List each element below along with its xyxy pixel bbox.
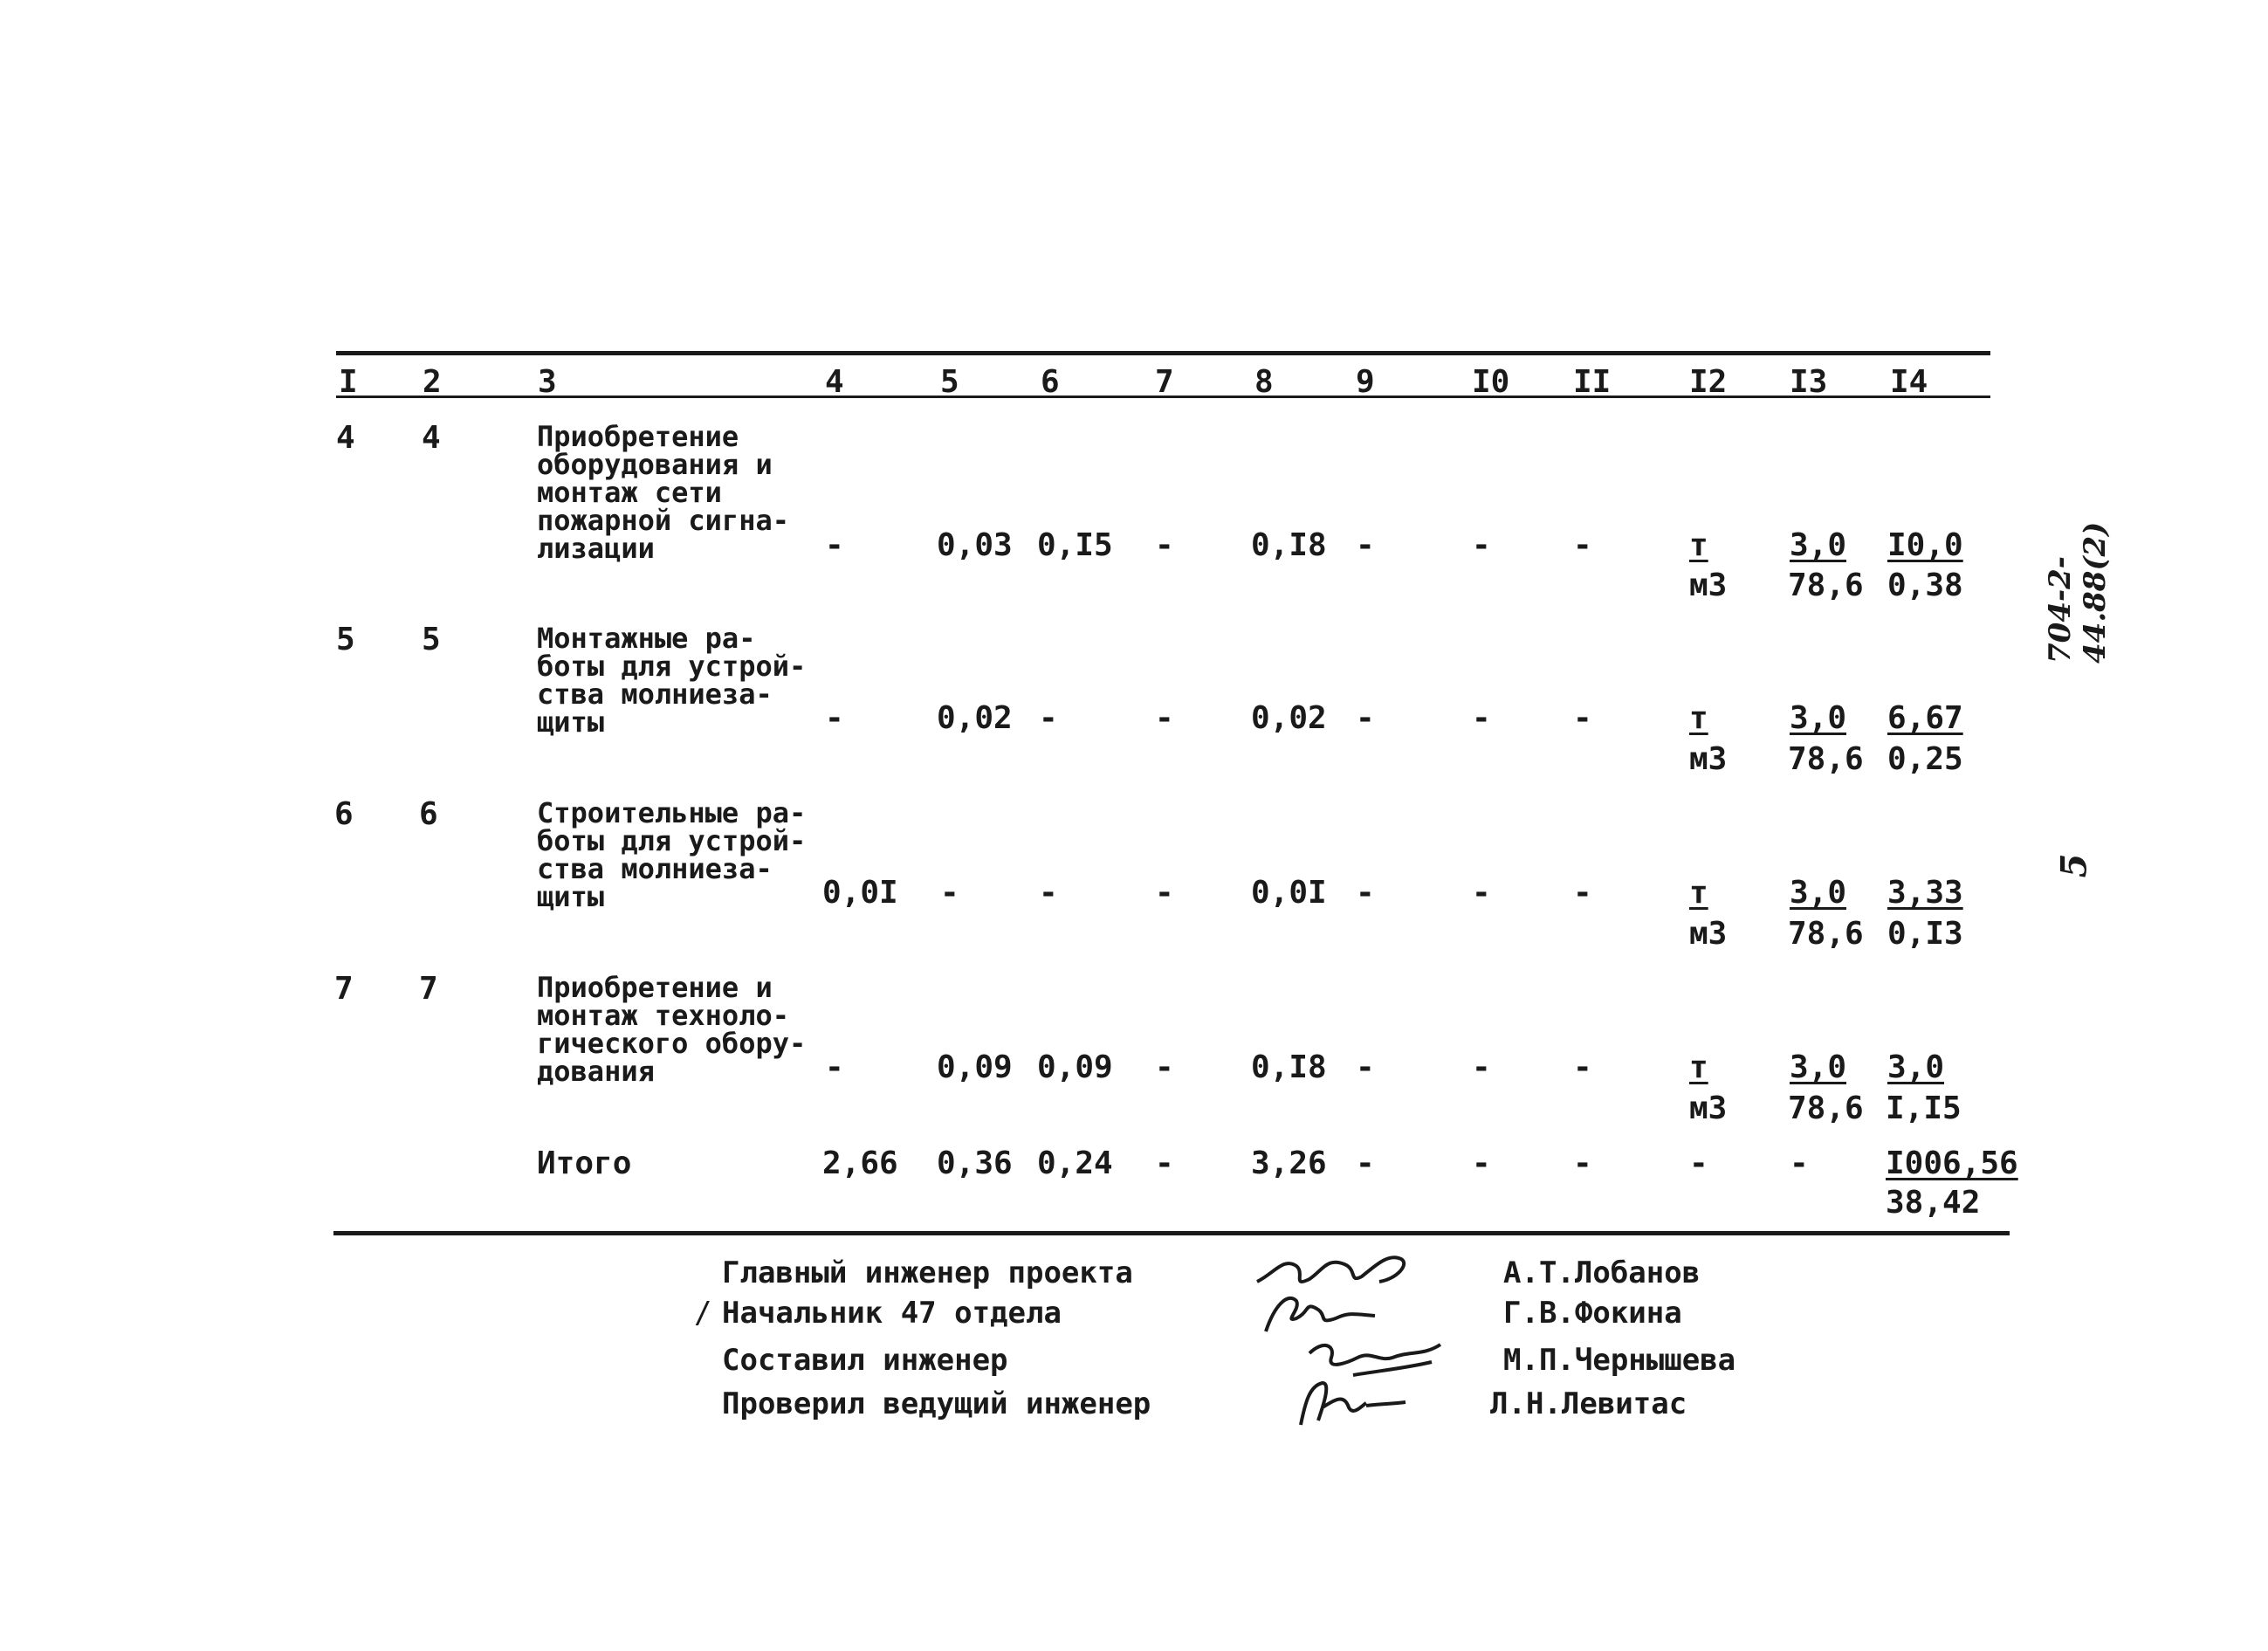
cell-col11: - bbox=[1573, 1049, 1592, 1085]
signature-name: Л.Н.Левитас bbox=[1490, 1386, 1687, 1421]
total-col13: - bbox=[1790, 1145, 1809, 1181]
col-header-6: 6 bbox=[1041, 364, 1060, 400]
cell-col6: 0,I5 bbox=[1037, 527, 1113, 563]
item-number: 4 bbox=[422, 420, 441, 456]
signature-role: Проверил ведущий инженер bbox=[722, 1386, 1151, 1421]
cell-col11: - bbox=[1573, 527, 1592, 563]
unit-bottom: м3 bbox=[1689, 741, 1728, 777]
work-description: Приобретение оборудования и монтаж сети пожарной сигна- лизации bbox=[537, 420, 789, 565]
signature-name: А.Т.Лобанов bbox=[1503, 1255, 1701, 1290]
work-description: Строительные ра- боты для устрой- ства молниеза- щиты bbox=[537, 796, 807, 913]
cell-col8: 0,I8 bbox=[1251, 527, 1327, 563]
col-header-11: II bbox=[1573, 364, 1612, 400]
cell-col11: - bbox=[1573, 875, 1592, 911]
page-number: 5 bbox=[2053, 853, 2095, 878]
cell-col7: - bbox=[1155, 700, 1174, 736]
total-label: Итого bbox=[537, 1145, 632, 1181]
total-col11: - bbox=[1573, 1145, 1592, 1181]
col13-top: 3,0 bbox=[1790, 875, 1847, 911]
signature-name: Г.В.Фокина bbox=[1503, 1296, 1682, 1331]
col13-bottom: 78,6 bbox=[1788, 1090, 1864, 1126]
total-col8: 3,26 bbox=[1251, 1145, 1327, 1181]
cell-col4: 0,0I bbox=[822, 875, 898, 911]
cell-col5: 0,02 bbox=[937, 700, 1013, 736]
row-number: 5 bbox=[336, 622, 355, 657]
signature-name: М.П.Чернышева bbox=[1503, 1343, 1736, 1378]
col13-bottom: 78,6 bbox=[1788, 741, 1864, 777]
table-bottom-rule bbox=[333, 1231, 2010, 1235]
total-col4: 2,66 bbox=[822, 1145, 898, 1181]
cell-col6: - bbox=[1039, 700, 1058, 736]
cell-col5: - bbox=[940, 875, 959, 911]
cell-col4: - bbox=[825, 700, 844, 736]
item-number: 7 bbox=[419, 971, 438, 1007]
col-header-1: I bbox=[339, 364, 358, 400]
col-header-2: 2 bbox=[423, 364, 442, 400]
cell-col7: - bbox=[1155, 527, 1174, 563]
col-header-4: 4 bbox=[825, 364, 844, 400]
unit-bottom: м3 bbox=[1689, 1090, 1728, 1126]
cell-col8: 0,0I bbox=[1251, 875, 1327, 911]
col13-top: 3,0 bbox=[1790, 1049, 1847, 1085]
col13-bottom: 78,6 bbox=[1788, 568, 1864, 603]
unit-top: т bbox=[1689, 700, 1708, 736]
col-header-13: I3 bbox=[1790, 364, 1828, 400]
total-col12: - bbox=[1689, 1145, 1708, 1181]
col-header-8: 8 bbox=[1254, 364, 1274, 400]
col14-top: 3,0 bbox=[1887, 1049, 1945, 1085]
total-col9: - bbox=[1356, 1145, 1375, 1181]
col14-bottom: 0,I3 bbox=[1887, 916, 1963, 952]
cell-col7: - bbox=[1155, 1049, 1174, 1085]
cell-col6: - bbox=[1039, 875, 1058, 911]
document-code-text: 704-2-44.88(2) bbox=[2043, 521, 2113, 664]
document-code bbox=[2043, 454, 2113, 664]
unit-top: т bbox=[1689, 527, 1708, 563]
signature-role: Начальник 47 отдела bbox=[722, 1296, 1062, 1331]
total-col7: - bbox=[1155, 1145, 1174, 1181]
total-col5: 0,36 bbox=[937, 1145, 1013, 1181]
col-header-12: I2 bbox=[1689, 364, 1728, 400]
cell-col10: - bbox=[1472, 700, 1491, 736]
signature-role: Составил инженер bbox=[722, 1343, 1008, 1378]
row-number: 7 bbox=[334, 971, 354, 1007]
cell-col6: 0,09 bbox=[1037, 1049, 1113, 1085]
cell-col9: - bbox=[1356, 875, 1375, 911]
row-number: 6 bbox=[334, 796, 354, 832]
cell-col11: - bbox=[1573, 700, 1592, 736]
cell-col9: - bbox=[1356, 700, 1375, 736]
col14-bottom: I,I5 bbox=[1886, 1090, 1962, 1126]
col14-top: 6,67 bbox=[1887, 700, 1963, 736]
work-description: Приобретение и монтаж техноло- гического обору- дования bbox=[537, 971, 807, 1088]
col14-bottom: 0,38 bbox=[1887, 568, 1963, 603]
col14-top: I0,0 bbox=[1887, 527, 1963, 563]
total-col10: - bbox=[1472, 1145, 1491, 1181]
cell-col10: - bbox=[1472, 527, 1491, 563]
margin-stroke: / bbox=[694, 1296, 712, 1331]
col13-top: 3,0 bbox=[1790, 527, 1847, 563]
unit-top: т bbox=[1689, 875, 1708, 911]
total-col14-top: I006,56 bbox=[1886, 1145, 2018, 1181]
col-header-10: I0 bbox=[1472, 364, 1510, 400]
col13-top: 3,0 bbox=[1790, 700, 1847, 736]
signature-role: Главный инженер проекта bbox=[722, 1255, 1133, 1290]
cell-col9: - bbox=[1356, 1049, 1375, 1085]
cell-col9: - bbox=[1356, 527, 1375, 563]
item-number: 5 bbox=[422, 622, 441, 657]
cell-col4: - bbox=[825, 1049, 844, 1085]
cell-col10: - bbox=[1472, 1049, 1491, 1085]
col13-bottom: 78,6 bbox=[1788, 916, 1864, 952]
cell-col5: 0,03 bbox=[937, 527, 1013, 563]
table-top-rule bbox=[336, 351, 1990, 355]
cell-col4: - bbox=[825, 527, 844, 563]
cell-col5: 0,09 bbox=[937, 1049, 1013, 1085]
unit-top: т bbox=[1689, 1049, 1708, 1085]
unit-bottom: м3 bbox=[1689, 568, 1728, 603]
col-header-3: 3 bbox=[538, 364, 557, 400]
col14-top: 3,33 bbox=[1887, 875, 1963, 911]
cell-col8: 0,I8 bbox=[1251, 1049, 1327, 1085]
row-number: 4 bbox=[336, 420, 355, 456]
work-description: Монтажные ра- боты для устрой- ства молниеза- щиты bbox=[537, 622, 807, 739]
col14-bottom: 0,25 bbox=[1887, 741, 1963, 777]
unit-bottom: м3 bbox=[1689, 916, 1728, 952]
cell-col7: - bbox=[1155, 875, 1174, 911]
col-header-9: 9 bbox=[1356, 364, 1375, 400]
col-header-7: 7 bbox=[1155, 364, 1174, 400]
handwritten-signature bbox=[1283, 1372, 1414, 1434]
col-header-14: I4 bbox=[1890, 364, 1928, 400]
cell-col8: 0,02 bbox=[1251, 700, 1327, 736]
cell-col10: - bbox=[1472, 875, 1491, 911]
total-col6: 0,24 bbox=[1037, 1145, 1113, 1181]
total-col14-bottom: 38,42 bbox=[1886, 1185, 1981, 1221]
col-header-5: 5 bbox=[940, 364, 959, 400]
item-number: 6 bbox=[419, 796, 438, 832]
